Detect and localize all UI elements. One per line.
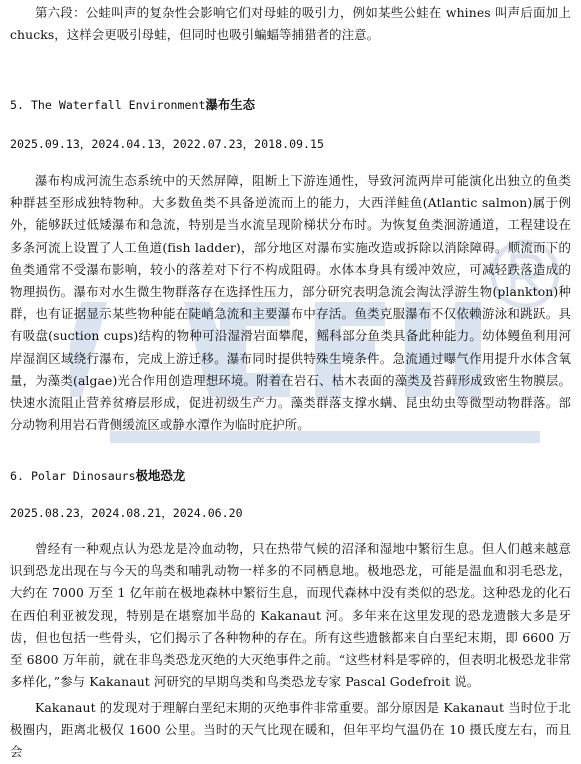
section-5-dates: 2025.09.13，2024.04.13，2022.07.23，2018.09.15	[10, 137, 324, 151]
section-5-heading-zh: 瀑布生态	[205, 97, 256, 112]
section-6-heading-zh: 极地恐龙	[135, 468, 186, 483]
paragraph-polar-dinosaurs-1: 曾经有一种观点认为恐龙是冷血动物，只在热带气候的沼泽和湿地中繁衍生息。但人们越来越意识到恐龙出现在与今天的鸟类和哺乳动物一样多的不同栖息地。极地恐龙，可能是温血和羽毛恐龙，大约在 7000 万至 1 亿年前在极地森林中繁衍生息，而现代森林中没有类似的恐龙。这种恐龙的化石在西伯利亚被发现，特别是在堪察加半岛的 Kakanaut 河。多年来在这里发现的恐龙遗骸大多是牙齿，但也包括一些骨头，它们揭示了各种物种的存在。所有这些遗骸都来自白垩纪末期，即 6600 万至 6800 万年前，就在非鸟类恐龙灭绝的大灭绝事件之前。“这些材料是零碎的，但表明北极恐龙非常多样化，”参与 Kakanaut 河研究的早期鸟类和鸟类恐龙专家 Pascal Godefroit 说。	[10, 541, 571, 690]
section-5-heading	[10, 95, 255, 115]
section-6-dates: 2025.08.23，2024.08.21，2024.06.20	[10, 506, 243, 520]
section-5-heading-en: 5. The Waterfall Environment	[10, 98, 206, 112]
paragraph-waterfall: 瀑布构成河流生态系统中的天然屏障，阻断上下游连通性，导致河流两岸可能演化出独立的鱼类种群甚至形成独特物种。大多数鱼类不具备逆流而上的能力，大西洋鲑鱼(Atlantic salmon)属于例外，能够跃过低矮瀑布和急流，特别是当水流呈现阶梯状分布时。为恢复鱼类洄游通道，工程建设在多条河流上设置了人工鱼道(fish ladder)，部分地区对瀑布实施改造或拆除以消除障碍。顺流而下的鱼类通常不受瀑布影响，较小的落差对下行不构成阻碍。水体本身具有缓冲效应，可减轻跌落造成的物理损伤。瀑布对水生微生物群落存在选择性压力，部分研究表明急流会淘汰浮游生物(plankton)种群，也有证据显示某些物种能在陡峭急流和主要瀑布中存活。鱼类克服瀑布不仅依赖游泳和跳跃。具有吸盘(suction cups)结构的物种可沿湿滑岩面攀爬，鳐科部分鱼类具备此种能力。幼体鳗鱼利用河岸湿润区域绕行瀑布，完成上游迁移。瀑布同时提供特殊生境条件。急流通过曝气作用提升水体含氧量，为藻类(algae)光合作用创造理想环境。附着在岩石、枯木表面的藻类及苔藓形成致密生物膜层。快速水流阻止营养贫瘠层形成，促进初级生产力。藻类群落支撑水螨、昆虫幼虫等微型动物群落。部分动物利用岩石背侧缓流区或静水潭作为临时庇护所。	[10, 173, 571, 433]
paragraph-frog-calls: 第六段：公蛙叫声的复杂性会影响它们对母蛙的吸引力，例如某些公蛙在 whines 叫声后面加上 chucks，这样会更吸引母蛙，但同时也吸引蝙蝠等捕猎者的注意。	[10, 5, 571, 43]
section-6-heading-en: 6. Polar Dinosaurs	[10, 469, 136, 483]
section-6-heading	[10, 466, 185, 486]
paragraph-polar-dinosaurs-2: Kakanaut 的发现对于理解白垩纪末期的灭绝事件非常重要。部分原因是 Kakanaut 当时位于北极圈内，距离北极仅 1600 公里。当时的天气比现在暖和，但年平均气温仍在 10 摄氏度左右，而且会	[10, 700, 571, 760]
